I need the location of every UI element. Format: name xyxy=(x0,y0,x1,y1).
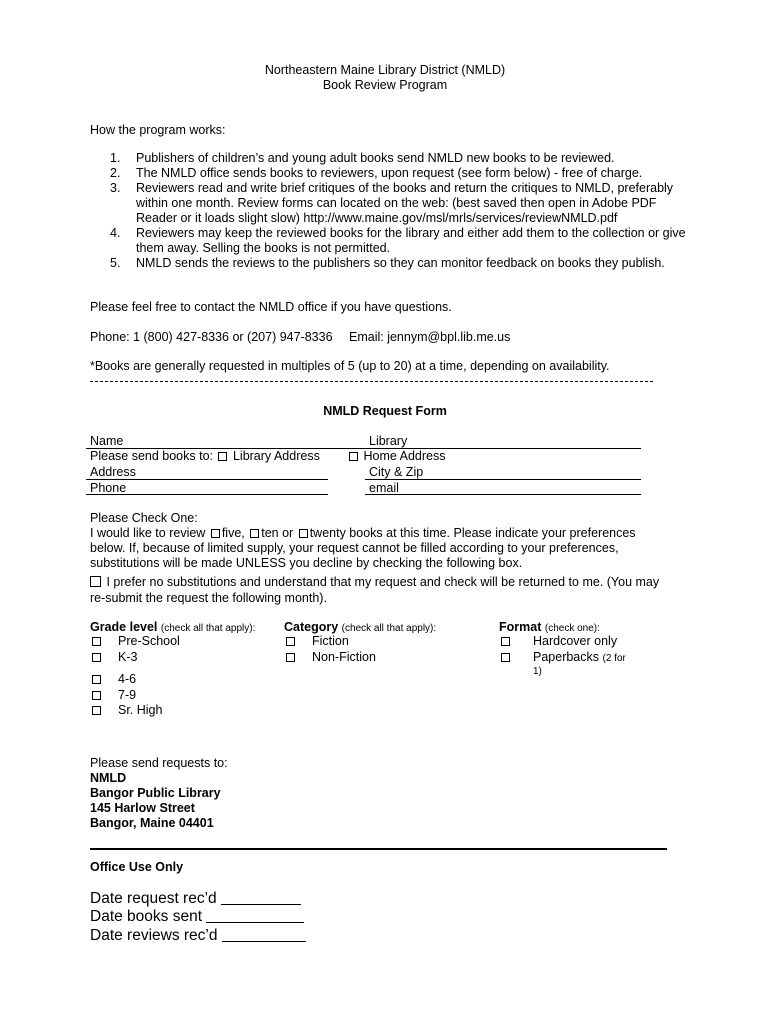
format-options xyxy=(499,634,659,678)
category-fiction-checkbox[interactable] xyxy=(286,637,295,646)
document-subtitle: Book Review Program xyxy=(322,78,448,92)
five-books-checkbox[interactable] xyxy=(211,529,220,538)
format-option: Paperbacks (2 for xyxy=(499,650,659,666)
date-reviews-row: Date reviews rec’d xyxy=(90,926,306,945)
home-address-checkbox[interactable] xyxy=(349,452,358,461)
review-text-line2: below. If, because of limited supply, your request cannot be filled according to your preferences, xyxy=(90,541,619,555)
category-option: Fiction xyxy=(284,634,464,650)
grade-preschool-checkbox[interactable] xyxy=(92,637,101,646)
grade-option: 4-6 xyxy=(90,672,270,688)
library-label: Library xyxy=(369,434,408,448)
city-zip-field[interactable] xyxy=(365,479,641,480)
contact-note: Please feel free to contact the NMLD office if you have questions. xyxy=(90,300,452,314)
address-line: 145 Harlow Street xyxy=(90,801,195,815)
library-address-checkbox[interactable] xyxy=(218,452,227,461)
form-title: NMLD Request Form xyxy=(323,404,447,418)
how-label: How the program works: xyxy=(90,123,226,137)
list-item: 1. Publishers of children’s and young adult books send NMLD new books to be reviewed. xyxy=(110,151,615,165)
phone-label: Phone xyxy=(90,481,127,495)
grade-7-9-checkbox[interactable] xyxy=(92,691,101,700)
category-options xyxy=(284,634,464,665)
grade-option: Pre-School xyxy=(90,634,270,650)
date-reviews-field[interactable] xyxy=(222,927,306,942)
date-sent-field[interactable] xyxy=(206,908,304,923)
address-line: Bangor Public Library xyxy=(90,786,221,800)
grade-4-6-checkbox[interactable] xyxy=(92,675,101,684)
review-quantity-row: I would like to review five, ten or twenty books at this time. Please indicate your preferences xyxy=(90,526,636,540)
address-line: Bangor, Maine 04401 xyxy=(90,816,214,830)
address-label: Address xyxy=(90,465,136,479)
send-books-row: Please send books to: Library Address xyxy=(90,449,320,463)
list-item: 5. NMLD sends the reviews to the publishers so they can monitor feedback on books they publish. xyxy=(110,256,665,270)
steps-list xyxy=(110,151,690,271)
office-divider xyxy=(90,848,667,850)
multiples-note: *Books are generally requested in multiples of 5 (up to 20) at a time, depending on availability. xyxy=(90,359,610,373)
address-field[interactable] xyxy=(86,479,328,480)
grade-option: 7-9 xyxy=(90,688,270,704)
dashed-divider xyxy=(90,381,653,382)
no-substitution-checkbox[interactable] xyxy=(90,576,101,587)
phone-text: Phone: 1 (800) 427-8336 or (207) 947-8336 xyxy=(90,330,333,344)
address-line: NMLD xyxy=(90,771,127,785)
grade-option: K-3 xyxy=(90,650,270,666)
grade-sr-high-checkbox[interactable] xyxy=(92,706,101,715)
date-request-row: Date request rec’d xyxy=(90,889,301,908)
list-item: 3. Reviewers read and write brief critiques of the books and return the critiques to NMLD, preferably within one month. Review forms can located on the web: (best saved then open in Adobe PDF Reader or it loads slight slow) http://www.maine.gov/msl/mrls/services/reviewNMLD.pdf xyxy=(110,181,674,225)
list-item: 4. Reviewers may keep the reviewed books for the library and either add them to the collection or give them away. Selling the books is not permitted. xyxy=(110,226,686,255)
email-field[interactable] xyxy=(365,494,641,495)
grade-option: Sr. High xyxy=(90,703,270,719)
date-sent-row: Date books sent xyxy=(90,907,304,926)
home-address-row: Home Address xyxy=(347,449,445,463)
format-option-note: 1) xyxy=(533,666,542,677)
document-title: Northeastern Maine Library District (NMLD) xyxy=(264,63,506,77)
send-requests-label: Please send requests to: xyxy=(90,756,228,770)
list-item: 2. The NMLD office sends books to reviewers, upon request (see form below) - free of charge. xyxy=(110,166,643,180)
office-use-label: Office Use Only xyxy=(90,860,184,874)
ten-books-checkbox[interactable] xyxy=(250,529,259,538)
city-zip-label: City & Zip xyxy=(369,465,424,479)
check-one-label: Please Check One: xyxy=(90,511,198,525)
format-option: Hardcover only xyxy=(499,634,659,650)
email-label: email xyxy=(369,481,399,495)
format-hardcover-checkbox[interactable] xyxy=(501,637,510,646)
category-option: Non-Fiction xyxy=(284,650,464,666)
category-nonfiction-checkbox[interactable] xyxy=(286,653,295,662)
category-heading: Category (check all that apply): xyxy=(284,620,437,634)
phone-field[interactable] xyxy=(86,494,328,495)
no-substitution-row: I prefer no substitutions and understand that my request and check will be returned to me. (You may xyxy=(90,575,659,589)
format-paperbacks-checkbox[interactable] xyxy=(501,653,510,662)
review-text-line3: substitutions will be made UNLESS you decline by checking the following box. xyxy=(90,556,523,570)
twenty-books-checkbox[interactable] xyxy=(299,529,308,538)
date-request-field[interactable] xyxy=(221,890,301,905)
grade-level-options xyxy=(90,634,270,719)
email-text: Email: jennym@bpl.lib.me.us xyxy=(349,330,511,344)
name-label: Name xyxy=(90,434,124,448)
grade-level-heading: Grade level (check all that apply): xyxy=(90,620,256,634)
no-substitution-line2: re-submit the request the following month). xyxy=(90,591,327,605)
grade-k3-checkbox[interactable] xyxy=(92,653,101,662)
format-heading: Format (check one): xyxy=(499,620,600,634)
